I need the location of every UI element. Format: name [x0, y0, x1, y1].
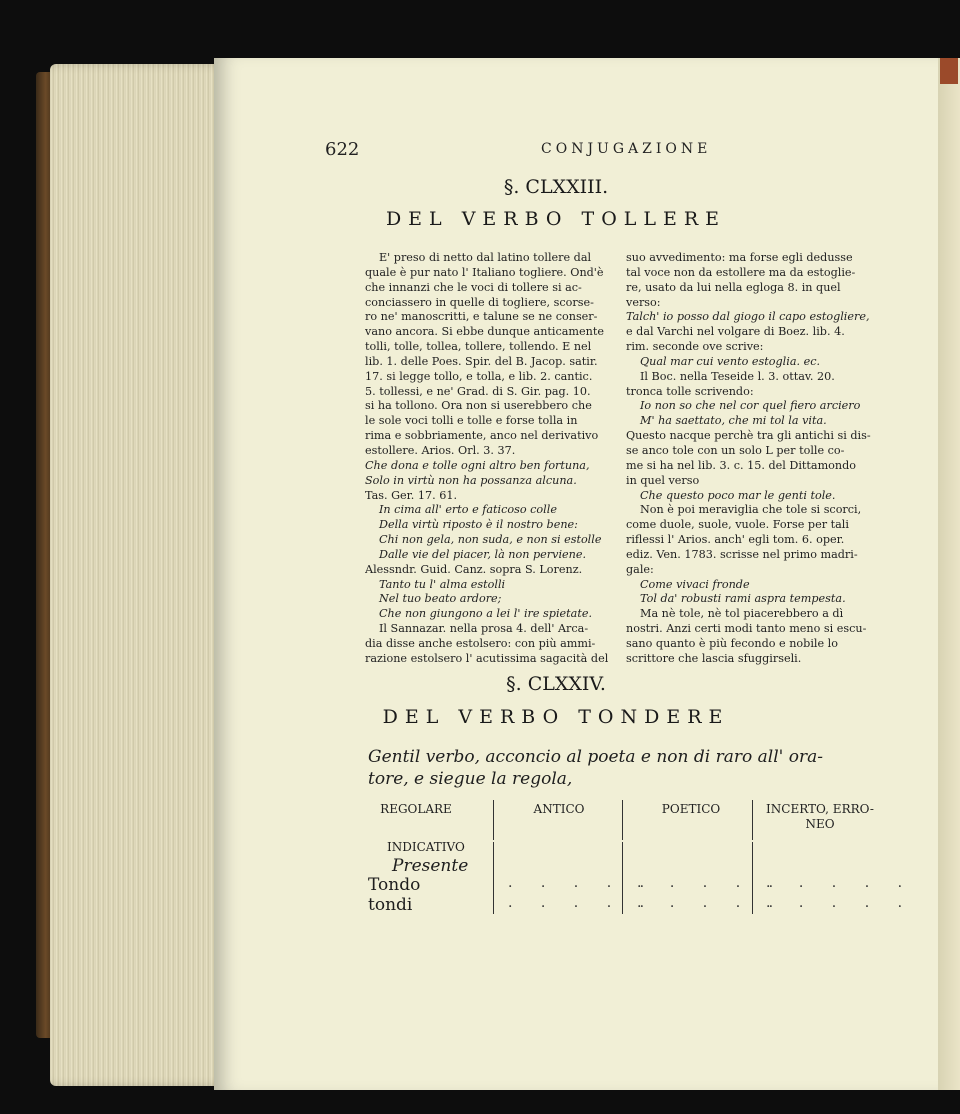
text-line: quale è pur nato l' Italiano togliere. Ond'è — [365, 265, 604, 279]
text-line: Dalle vie del piacer, là non perviene. — [379, 547, 587, 561]
text-line: rima e sobbriamente, anco nel derivativo — [365, 429, 599, 443]
text-line: scrittore che lascia sfuggirseli. — [626, 651, 802, 665]
verb-form: Tondo — [368, 875, 421, 895]
text-line: Il Sannazar. nella prosa 4. dell' Arca- — [379, 622, 589, 636]
text-line: lib. 1. delle Poes. Spir. del B. Jacop. satir. — [365, 354, 598, 368]
text-line: Solo in virtù non ha possanza alcuna. — [365, 473, 577, 487]
col-header-incerto-2: NEO — [805, 817, 835, 831]
section-title-2: DEL VERBO TONDERE — [382, 706, 730, 728]
col-header-regolare: REGOLARE — [380, 802, 452, 816]
verb-form: tondi — [368, 895, 413, 915]
tense-label: Presente — [392, 856, 469, 876]
text-line: suo avvedimento: ma forse egli dedusse — [626, 251, 853, 264]
text-line: Qual mar cui vento estoglia. ec. — [640, 354, 821, 368]
text-line: Alessndr. Guid. Canz. sopra S. Lorenz. — [365, 562, 583, 576]
col-header-incerto: INCERTO, ERRO- — [766, 802, 874, 816]
text-line: le sole voci tolli e tolle e forse tolla in — [365, 414, 578, 428]
text-line: In cima all' erto e faticoso colle — [379, 503, 557, 517]
dot-leader: . . . . . — [766, 875, 915, 891]
text-line: razione estolsero l' acutissima sagacità del — [365, 651, 609, 665]
text-line: dia disse anche estolsero: con più ammi- — [365, 636, 596, 650]
text-line: ediz. Ven. 1783. scrisse nel primo madri- — [626, 547, 858, 561]
text-line: Tol da' robusti rami aspra tempesta. — [640, 592, 846, 606]
text-line: E' preso di netto dal latino tollere dal — [379, 251, 592, 264]
text-line: sano quanto è più fecondo e nobile lo — [626, 636, 838, 650]
text-line: Che non giungono a lei l' ire spietate. — [379, 607, 592, 621]
text-line: me si ha nel lib. 3. c. 15. del Dittamondo — [626, 458, 857, 472]
text-line: rim. seconde ove scrive: — [626, 340, 764, 354]
text-line: tolli, tolle, tollea, tollere, tollendo. E nel — [365, 340, 592, 354]
text-line: si ha tollono. Ora non si userebbero che — [365, 399, 592, 413]
text-line: Io non so che nel cor quel fiero arciero — [640, 399, 861, 413]
section-title-1: DEL VERBO TOLLERE — [385, 208, 727, 230]
dot-leader: . . . . . — [508, 895, 657, 911]
text-line: verso: — [626, 295, 661, 309]
col-header-antico: ANTICO — [533, 802, 585, 816]
text-line: in quel verso — [626, 473, 700, 487]
col-header-poetico: POETICO — [661, 802, 721, 816]
text-line: Il Boc. nella Teseide l. 3. ottav. 20. — [640, 369, 835, 383]
text-line: riflessi l' Arios. anch' egli tom. 6. oper. — [626, 533, 845, 547]
column-divider — [493, 800, 494, 840]
section-number-1: §. CLXXIII. — [503, 176, 609, 198]
column-divider — [622, 800, 623, 840]
text-line: Della virtù riposto è il nostro bene: — [379, 518, 578, 532]
text-line: Come vivaci fronde — [640, 577, 750, 591]
text-line: Che questo poco mar le genti tole. — [640, 488, 836, 502]
left-column — [365, 251, 620, 667]
text-line: tal voce non da estollere ma da estoglie- — [626, 265, 856, 279]
text-line: estollere. Arios. Orl. 3. 37. — [365, 443, 516, 457]
text-line: Questo nacque perchè tra gli antichi si dis- — [626, 429, 871, 443]
text-line: Non è poi meraviglia che tole si scorci, — [640, 503, 862, 517]
text-line: vano ancora. Si ebbe dunque anticamente — [365, 325, 604, 339]
text-line: Tanto tu l' alma estolli — [379, 577, 506, 591]
text-line: re, usato da lui nella egloga 8. in quel — [626, 280, 841, 294]
text-line: e dal Varchi nel volgare di Boez. lib. 4. — [626, 325, 845, 339]
text-line: ro ne' manoscritti, e talune se ne conser- — [365, 310, 598, 324]
dot-leader: . . . . . — [637, 895, 786, 911]
text-line: 5. tollessi, e ne' Grad. di S. Gir. pag. 10. — [365, 384, 591, 398]
text-line: Che dona e tolle ogni altro ben fortuna, — [365, 458, 590, 472]
text-line: M' ha saettato, che mi tol la vita. — [640, 414, 827, 428]
text-line: se anco tole con un solo L per tolle co- — [626, 443, 845, 457]
column-divider — [752, 800, 753, 840]
text-line: nostri. Anzi certi modi tanto meno si escu- — [626, 622, 867, 636]
text-line: che innanzi che le voci di tollere si ac- — [365, 280, 582, 294]
text-line: gale: — [626, 562, 654, 576]
section-intro — [368, 746, 876, 790]
running-title: CONJUGAZIONE — [541, 141, 712, 157]
text-line: 17. si legge tollo, e tolla, e lib. 2. cantic. — [365, 369, 593, 383]
text-line: Nel tuo beato ardore; — [379, 592, 502, 606]
text-line: come duole, suole, vuole. Forse per tali — [626, 518, 849, 532]
page-number: 622 — [325, 139, 360, 160]
text-line: conciassero in quelle di togliere, scorse- — [365, 295, 594, 309]
text-line: tronca tolle scrivendo: — [626, 384, 754, 398]
text-line: Tas. Ger. 17. 61. — [365, 488, 458, 502]
ribbon-marker — [940, 58, 958, 84]
text-line: Talch' io posso dal giogo il capo estogliere, — [626, 310, 870, 324]
dot-leader: . . . . . — [766, 895, 915, 911]
column-divider — [493, 842, 494, 914]
right-column — [626, 251, 878, 667]
intro-line: Gentil verbo, acconcio al poeta e non di raro all' ora- — [368, 747, 823, 767]
section-number-2: §. CLXXIV. — [506, 673, 606, 695]
dot-leader: . . . . . — [637, 875, 786, 891]
text-line: Chi non gela, non suda, e non si estolle — [379, 533, 602, 547]
mood-label: INDICATIVO — [387, 840, 465, 854]
intro-line: tore, e siegue la regola, — [368, 769, 573, 789]
facing-page-edge — [938, 58, 960, 1090]
text-line: Ma nè tole, nè tol piacerebbero a dì — [640, 607, 844, 621]
dot-leader: . . . . . — [508, 875, 657, 891]
